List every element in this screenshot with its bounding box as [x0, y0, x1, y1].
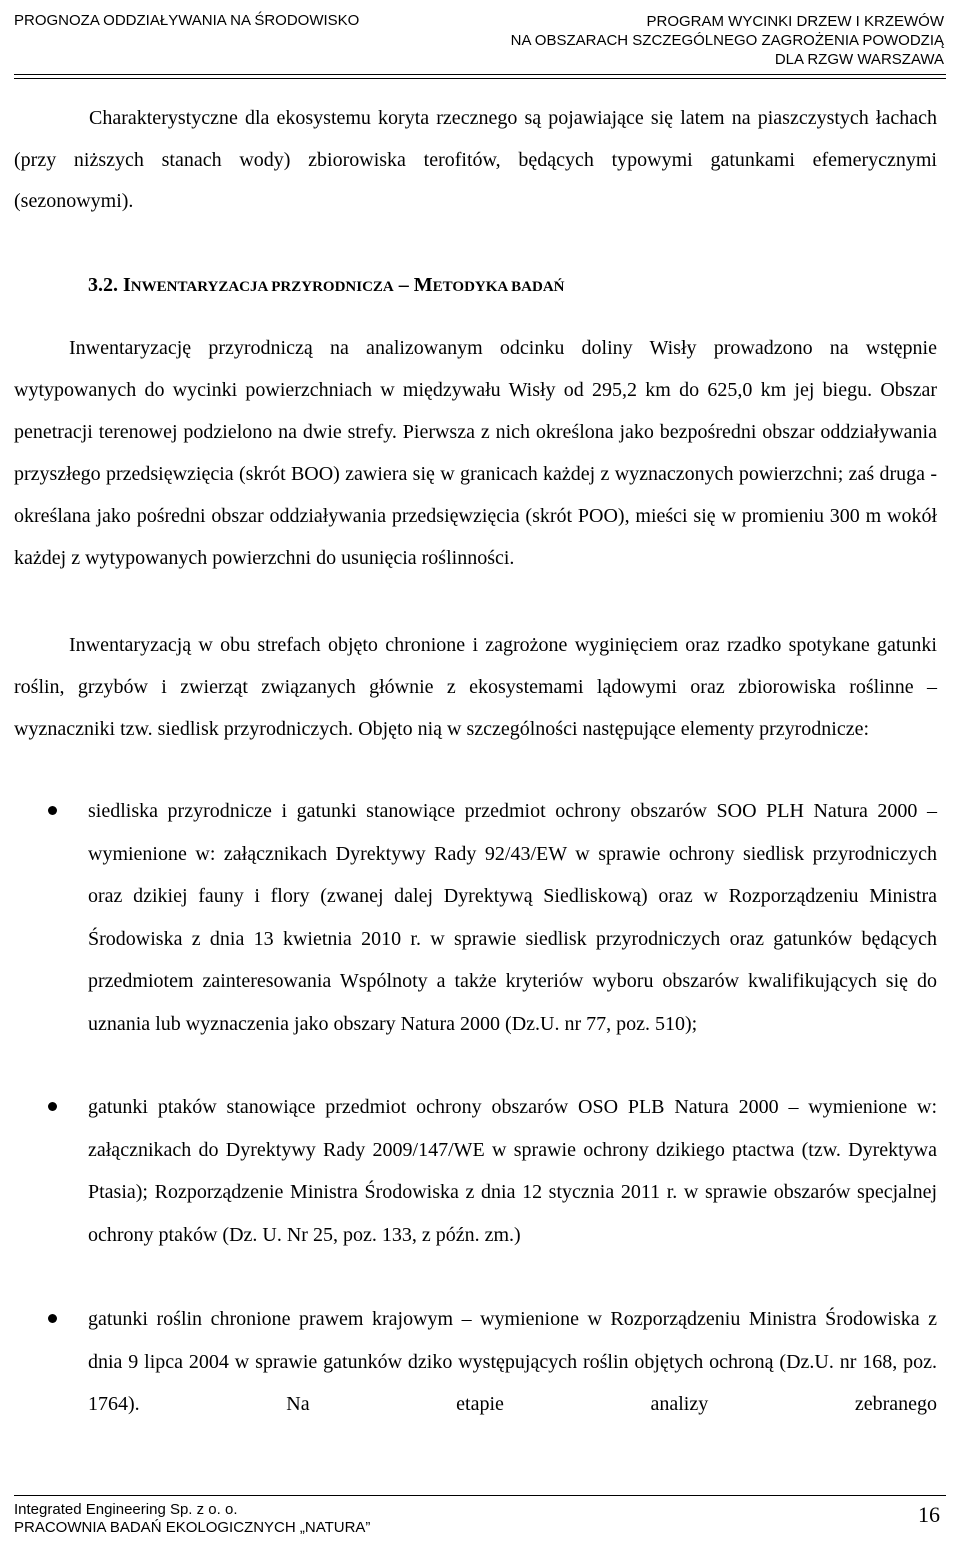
header-divider-thin: [14, 78, 946, 79]
intro-paragraph: Charakterystyczne dla ekosystemu koryta rzecznego są pojawiające się latem na piaszczystych łachach (przy niższych stanach wody) zbiorowiska terofitów, będących typowymi gatunkami efemerycznymi (sezonowymi).: [14, 107, 937, 212]
footer-divider: [14, 1495, 946, 1496]
methodology-paragraph: Inwentaryzację przyrodniczą na analizowanym odcinku doliny Wisły prowadzono na wstępnie wytypowanych do wycinki powierzchniach w międzywału Wisły od 295,2 km do 625,0 km jej biegu. Obszar penetracji terenowej podzielono na dwie strefy. Pierwsza z nich określona jako bezpośredni obszar oddziaływania przyszłego przedsięwzięcia (skrót BOO) zawiera się w granicach każdej z wyznaczonych powierzchni; zaś druga - określana jako pośredni obszar oddziaływania przedsięwzięcia (skrót POO), mieści się w promieniu 300 m wokół każdej z wytypowanych powierzchni do usunięcia roślinności.: [14, 337, 937, 569]
list-item: [88, 1086, 937, 1256]
bullet-icon: [48, 1314, 57, 1323]
list-item-text: gatunki roślin chronione prawem krajowym – wymienione w Rozporządzeniu Ministra Środowiska z dnia 9 lipca 2004 w sprawie gatunków dziko występujących roślin objętych ochroną (Dz.U. nr 168, poz. 1764). Na etapie analizy zebranego: [88, 1308, 937, 1415]
section-title-initial: I: [123, 274, 131, 296]
header-right-line-3: DLA RZGW WARSZAWA: [774, 51, 944, 68]
page-number: 16: [918, 1502, 940, 1527]
header-right-title: [511, 12, 944, 69]
section-subtitle-rest: ETODYKA BADAŃ: [432, 279, 565, 295]
list-item: [88, 790, 937, 1045]
section-heading: [88, 270, 565, 302]
list-item-text: gatunki ptaków stanowiące przedmiot ochrony obszarów OSO PLB Natura 2000 – wymienione w: załącznikach do Dyrektywy Rady 2009/147/WE w sprawie ochrony dzikiego ptactwa (tzw. Dyrektywa Ptasia); Rozporządzenie Ministra Środowiska z dnia 12 stycznia 2011 r. w sprawie obszarów specjalnej ochrony ptaków (Dz. U. Nr 25, poz. 133, z późn. zm.): [88, 1096, 937, 1246]
header-right-line-2: NA OBSZARACH SZCZEGÓLNEGO ZAGROŻENIA POWODZIĄ: [510, 32, 944, 49]
list-item-text: siedliska przyrodnicze i gatunki stanowiące przedmiot ochrony obszarów SOO PLH Natura 2000 – wymienione w: załącznikach Dyrektywy Rady 92/43/EW w sprawie ochrony siedlisk przyrodniczych oraz dzikiej fauny i flory (zwanej dalej Dyrektywą Siedliskową) oraz w Rozporządzeniu Ministra Środowiska z dnia 13 kwietnia 2010 r. w sprawie siedlisk przyrodniczych oraz gatunków będących przedmiotem zainteresowania Wspólnoty a także kryteriów wyboru obszarów kwalifikujących się do uznania lub wyznaczenia jako obszary Natura 2000 (Dz.U. nr 77, poz. 510);: [88, 800, 937, 1035]
bullet-icon: [48, 1102, 57, 1111]
header-left-title: PROGNOZA ODDZIAŁYWANIA NA ŚRODOWISKO: [14, 12, 360, 29]
footer-line-2: PRACOWNIA BADAŃ EKOLOGICZNYCH „NATURA”: [14, 1519, 371, 1536]
header-right-line-1: PROGRAM WYCINKI DRZEW I KRZEWÓW: [646, 13, 944, 30]
section-title-rest: NWENTARYZACJA PRZYRODNICZA: [130, 279, 394, 295]
section-subtitle-initial: M: [413, 274, 433, 296]
header-divider: [14, 74, 946, 75]
bullet-icon: [48, 806, 57, 815]
inventory-scope-paragraph: Inwentaryzacją w obu strefach objęto chronione i zagrożone wyginięciem oraz rzadko spotykane gatunki roślin, grzybów i zwierząt związanych głównie z ekosystemami lądowymi oraz zbiorowiska roślinne – wyznaczniki tzw. siedlisk przyrodniczych. Objęto nią w szczególności następujące elementy przyrodnicze:: [14, 634, 937, 740]
section-number: 3.2.: [88, 274, 118, 296]
footer-company: [14, 1501, 370, 1537]
section-dash: –: [393, 274, 414, 296]
list-item: [88, 1298, 937, 1426]
footer-line-1: Integrated Engineering Sp. z o. o.: [14, 1501, 238, 1518]
